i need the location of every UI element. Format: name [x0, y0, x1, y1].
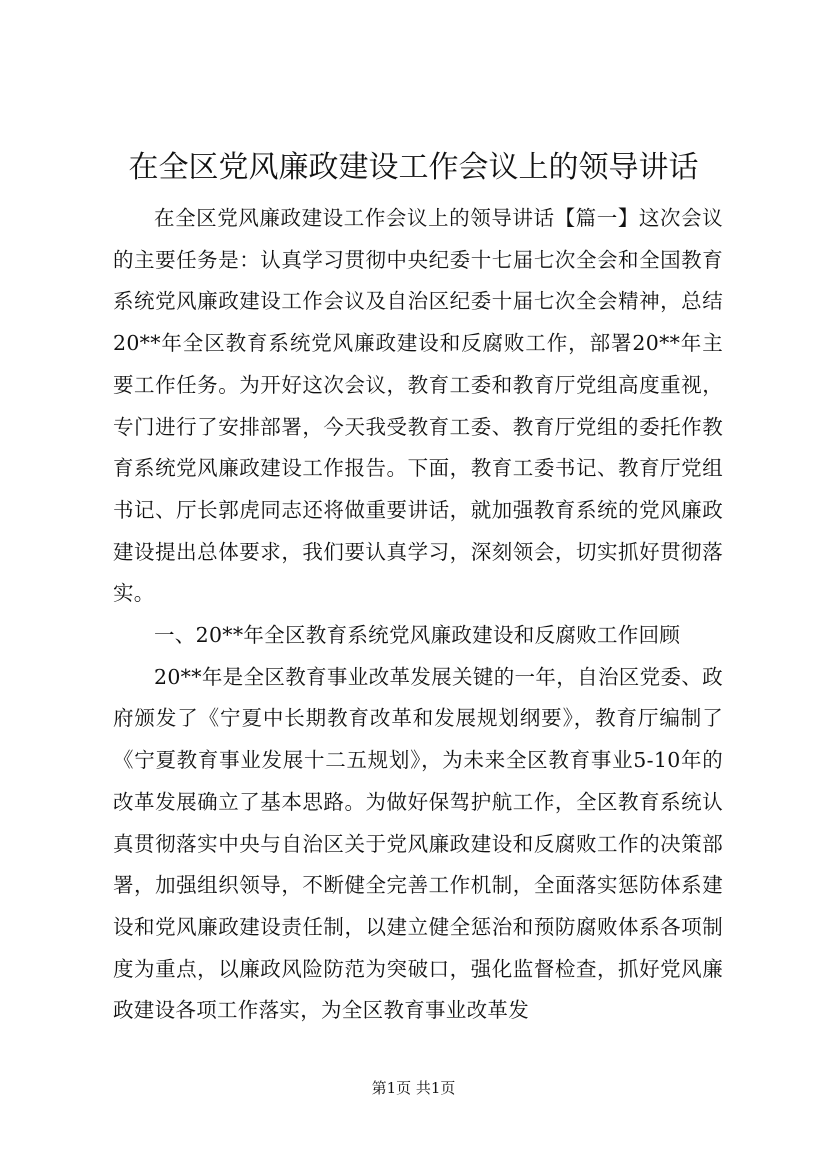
section-heading: 一、20**年全区教育系统党风廉政建设和反腐败工作回顾: [154, 623, 681, 648]
document-body: [113, 198, 723, 1032]
page-footer: 第1页 共1页: [371, 1079, 456, 1097]
document-title: 在全区党风廉政建设工作会议上的领导讲话: [128, 150, 699, 185]
paragraph-review: 20**年是全区教育事业改革发展关键的一年，自治区党委、政府颁发了《宁夏中长期教育改革和发展规划纲要》，教育厅编制了《宁夏教育事业发展十二五规划》，为未来全区教育事业5-10年的改革发展确立了基本思路。为做好保驾护航工作，全区教育系统认真贯彻落实中央与自治区关于党风廉政建设和反腐败工作的决策部署，加强组织领导，不断健全完善工作机制，全面落实惩防体系建设和党风廉政建设责任制，以建立健全惩治和预防腐败体系各项制度为重点，以廉政风险防范为突破口，强化监督检查，抓好党风廉政建设各项工作落实，为全区教育事业改革发: [113, 664, 723, 1023]
paragraph-intro: 在全区党风廉政建设工作会议上的领导讲话【篇一】这次会议的主要任务是：认真学习贯彻中央纪委十七届七次全会和全国教育系统党风廉政建设工作会议及自治区纪委十届七次全会精神，总结20**年全区教育系统党风廉政建设和反腐败工作，部署20**年主要工作任务。为开好这次会议，教育工委和教育厅党组高度重视，专门进行了安排部署，今天我受教育工委、教育厅党组的委托作教育系统党风廉政建设工作报告。下面，教育工委书记、教育厅党组书记、厅长郭虎同志还将做重要讲话，就加强教育系统的党风廉政建设提出总体要求，我们要认真学习，深刻领会，切实抓好贯彻落实。: [113, 206, 723, 606]
